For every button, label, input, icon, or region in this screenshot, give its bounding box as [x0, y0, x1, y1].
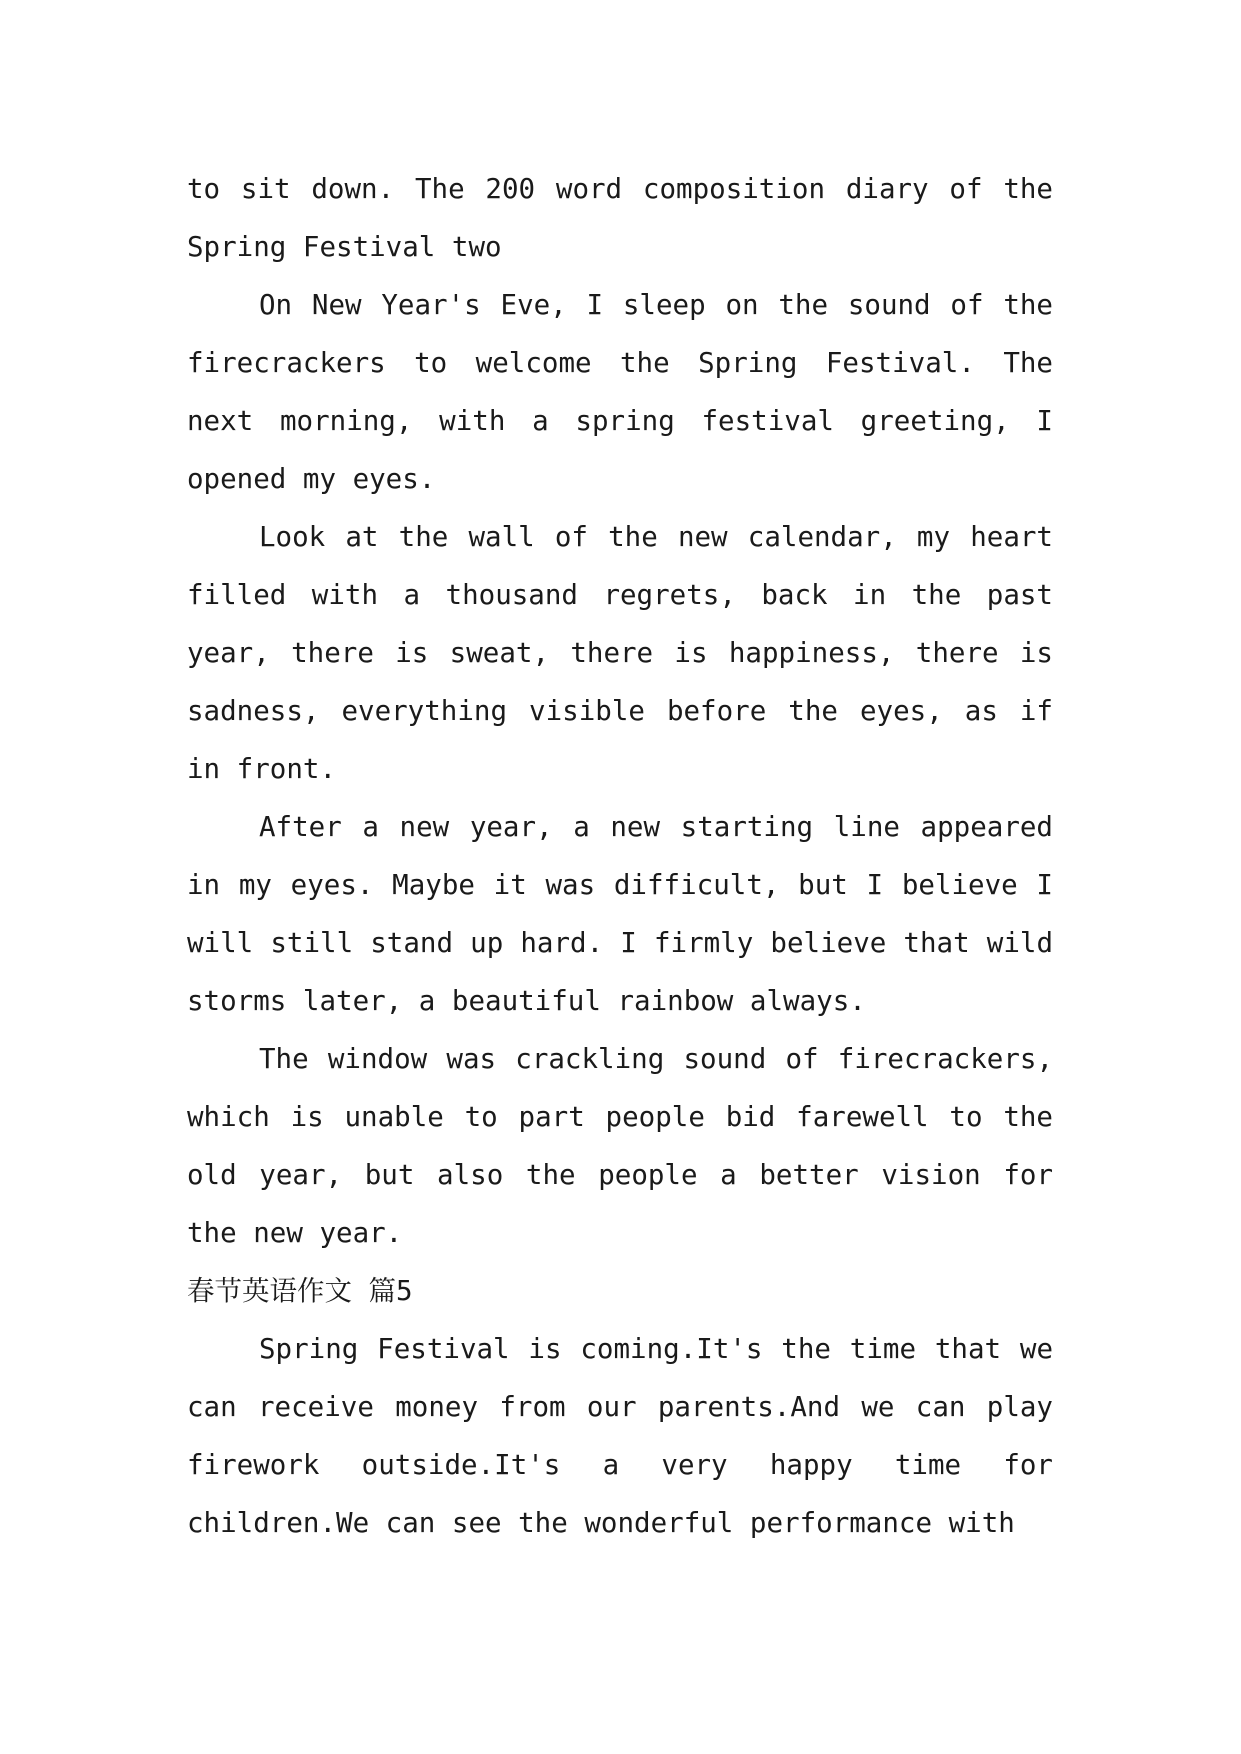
paragraph-continuation: to sit down. The 200 word composition diary of the Spring Festival two: [187, 173, 1053, 263]
paragraph-spring-festival-coming: Spring Festival is coming.It's the time that we can receive money from our parents.And we can play firework outside.It's a very happy time for children.We can see the wonderful performance with: [187, 1333, 1053, 1539]
paragraph-new-years-eve: On New Year's Eve, I sleep on the sound of the firecrackers to welcome the Spring Festival. The next morning, with a spring festival greeting, I opened my eyes.: [187, 289, 1053, 495]
paragraph-firecrackers-window: The window was crackling sound of firecrackers, which is unable to part people bid farewell to the old year, but also the people a better vision for the new year.: [187, 1043, 1053, 1249]
section-heading: 春节英语作文 篇5: [187, 1275, 413, 1307]
document-page: [187, 160, 1053, 1552]
paragraph-calendar: Look at the wall of the new calendar, my heart filled with a thousand regrets, back in the past year, there is sweat, there is happiness, there is sadness, everything visible before the eyes, as if in front.: [187, 521, 1053, 785]
paragraph-new-starting-line: After a new year, a new starting line appeared in my eyes. Maybe it was difficult, but I believe I will still stand up hard. I firmly believe that wild storms later, a beautiful rainbow always.: [187, 811, 1053, 1017]
